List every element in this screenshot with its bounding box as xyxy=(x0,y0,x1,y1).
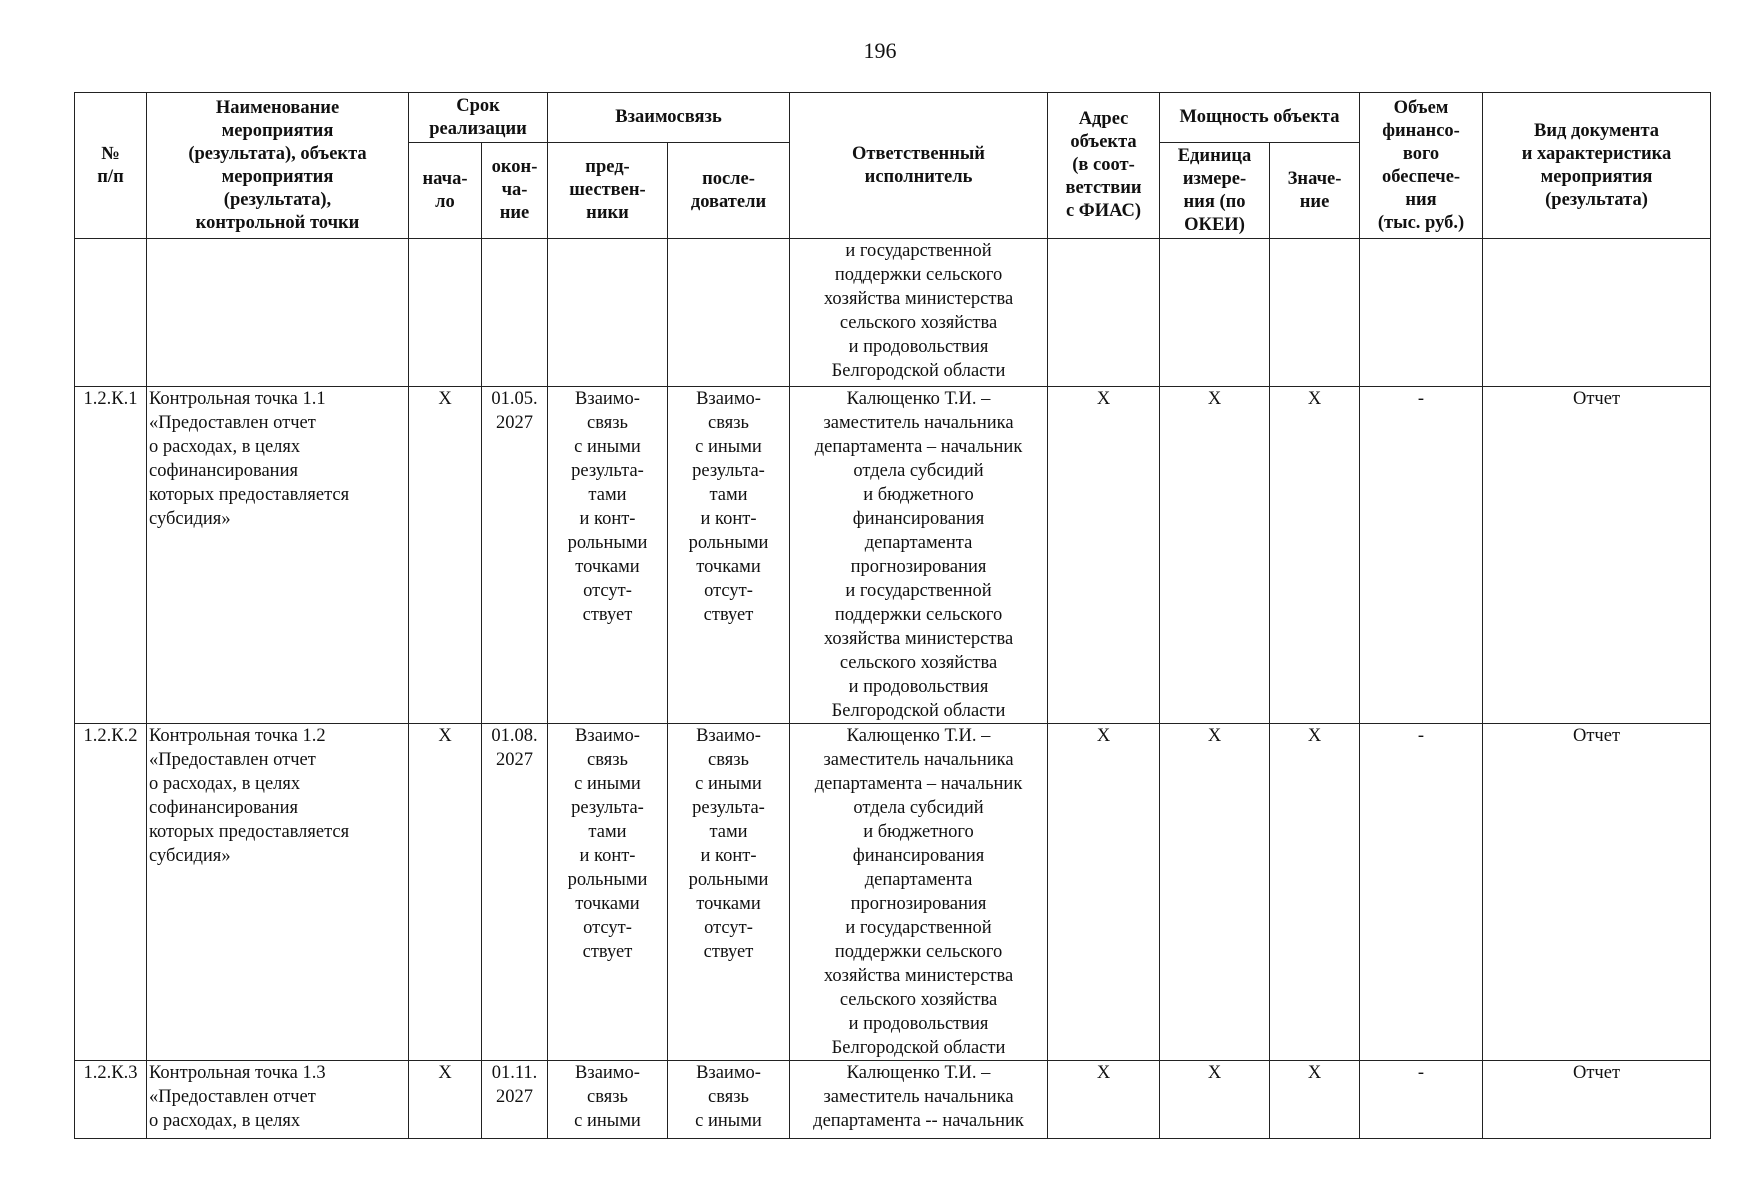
plan-table xyxy=(74,92,1711,1139)
header-finance: Объем финансо- вого обеспече- ния (тыс. руб.) xyxy=(1360,93,1483,239)
header-link-next: после- дователи xyxy=(668,143,790,239)
table-row xyxy=(75,1061,1711,1139)
cell-empty xyxy=(1483,239,1711,387)
cell-next: Взаимо- связь с иными результа- тами и конт- рольными точками отсут- ствует xyxy=(668,387,790,724)
table-row xyxy=(75,387,1711,724)
table-header xyxy=(75,93,1711,239)
cell-empty xyxy=(548,239,668,387)
cell-start: X xyxy=(409,387,482,724)
header-address: Адрес объекта (в соот- ветствии с ФИАС) xyxy=(1048,93,1160,239)
cell-value: X xyxy=(1270,1061,1360,1139)
cell-unit: X xyxy=(1160,1061,1270,1139)
cell-next: Взаимо- связь с иными xyxy=(668,1061,790,1139)
cell-start: X xyxy=(409,1061,482,1139)
cell-empty xyxy=(1160,239,1270,387)
header-num: № п/п xyxy=(75,93,147,239)
cell-name: Контрольная точка 1.1 «Предоставлен отчет о расходах, в целях софинансирования которых предоставляется субсидия» xyxy=(147,387,409,724)
cell-empty xyxy=(1270,239,1360,387)
header-name: Наименование мероприятия (результата), объекта мероприятия (результата), контрольной точки xyxy=(147,93,409,239)
cell-prev: Взаимо- связь с иными xyxy=(548,1061,668,1139)
table-row xyxy=(75,724,1711,1061)
cell-next: Взаимо- связь с иными результа- тами и конт- рольными точками отсут- ствует xyxy=(668,724,790,1061)
header-term-start: нача- ло xyxy=(409,143,482,239)
page-number: 196 xyxy=(863,38,897,63)
cell-empty xyxy=(482,239,548,387)
cell-address: X xyxy=(1048,1061,1160,1139)
cell-doc: Отчет xyxy=(1483,724,1711,1061)
cell-prev: Взаимо- связь с иными результа- тами и конт- рольными точками отсут- ствует xyxy=(548,724,668,1061)
header-link-prev: пред- шествен- ники xyxy=(548,143,668,239)
header-term: Срок реализации xyxy=(409,93,548,143)
cell-empty xyxy=(1048,239,1160,387)
cell-name: Контрольная точка 1.3 «Предоставлен отчет о расходах, в целях xyxy=(147,1061,409,1139)
cell-value: X xyxy=(1270,387,1360,724)
cell-address: X xyxy=(1048,724,1160,1061)
cell-start: X xyxy=(409,724,482,1061)
cell-responsible: Калющенко Т.И. – заместитель начальника департамента – начальник отдела субсидий и бюджетного финансирования департамента прогнозирования и государственной поддержки сельского хозяйства министерства сельского хозяйства и продовольствия Белгородской области xyxy=(790,387,1048,724)
table-row-continuation xyxy=(75,239,1711,387)
cell-num: 1.2.К.2 xyxy=(75,724,147,1061)
cell-empty xyxy=(147,239,409,387)
header-capacity-value: Значе- ние xyxy=(1270,143,1360,239)
cell-end: 01.11. 2027 xyxy=(482,1061,548,1139)
header-doc: Вид документа и характеристика мероприятия (результата) xyxy=(1483,93,1711,239)
cell-end: 01.08. 2027 xyxy=(482,724,548,1061)
header-term-end: окон- ча- ние xyxy=(482,143,548,239)
header-responsible: Ответственный исполнитель xyxy=(790,93,1048,239)
cell-empty xyxy=(1360,239,1483,387)
cell-doc: Отчет xyxy=(1483,1061,1711,1139)
cell-doc: Отчет xyxy=(1483,387,1711,724)
cell-responsible: Калющенко Т.И. – заместитель начальника департамента – начальник отдела субсидий и бюджетного финансирования департамента прогнозирования и государственной поддержки сельского хозяйства министерства сельского хозяйства и продовольствия Белгородской области xyxy=(790,724,1048,1061)
cell-responsible: Калющенко Т.И. – заместитель начальника департамента -- начальник xyxy=(790,1061,1048,1139)
cell-empty xyxy=(75,239,147,387)
cell-responsible: и государственной поддержки сельского хозяйства министерства сельского хозяйства и продовольствия Белгородской области xyxy=(790,239,1048,387)
cell-unit: X xyxy=(1160,724,1270,1061)
cell-finance: - xyxy=(1360,387,1483,724)
cell-prev: Взаимо- связь с иными результа- тами и конт- рольными точками отсут- ствует xyxy=(548,387,668,724)
cell-num: 1.2.К.3 xyxy=(75,1061,147,1139)
cell-value: X xyxy=(1270,724,1360,1061)
cell-finance: - xyxy=(1360,724,1483,1061)
cell-empty xyxy=(409,239,482,387)
cell-name: Контрольная точка 1.2 «Предоставлен отчет о расходах, в целях софинансирования которых предоставляется субсидия» xyxy=(147,724,409,1061)
cell-num: 1.2.К.1 xyxy=(75,387,147,724)
header-capacity: Мощность объекта xyxy=(1160,93,1360,143)
cell-empty xyxy=(668,239,790,387)
cell-end: 01.05. 2027 xyxy=(482,387,548,724)
header-link: Взаимосвязь xyxy=(548,93,790,143)
header-capacity-unit: Единица измере- ния (по ОКЕИ) xyxy=(1160,143,1270,239)
cell-address: X xyxy=(1048,387,1160,724)
cell-finance: - xyxy=(1360,1061,1483,1139)
cell-unit: X xyxy=(1160,387,1270,724)
